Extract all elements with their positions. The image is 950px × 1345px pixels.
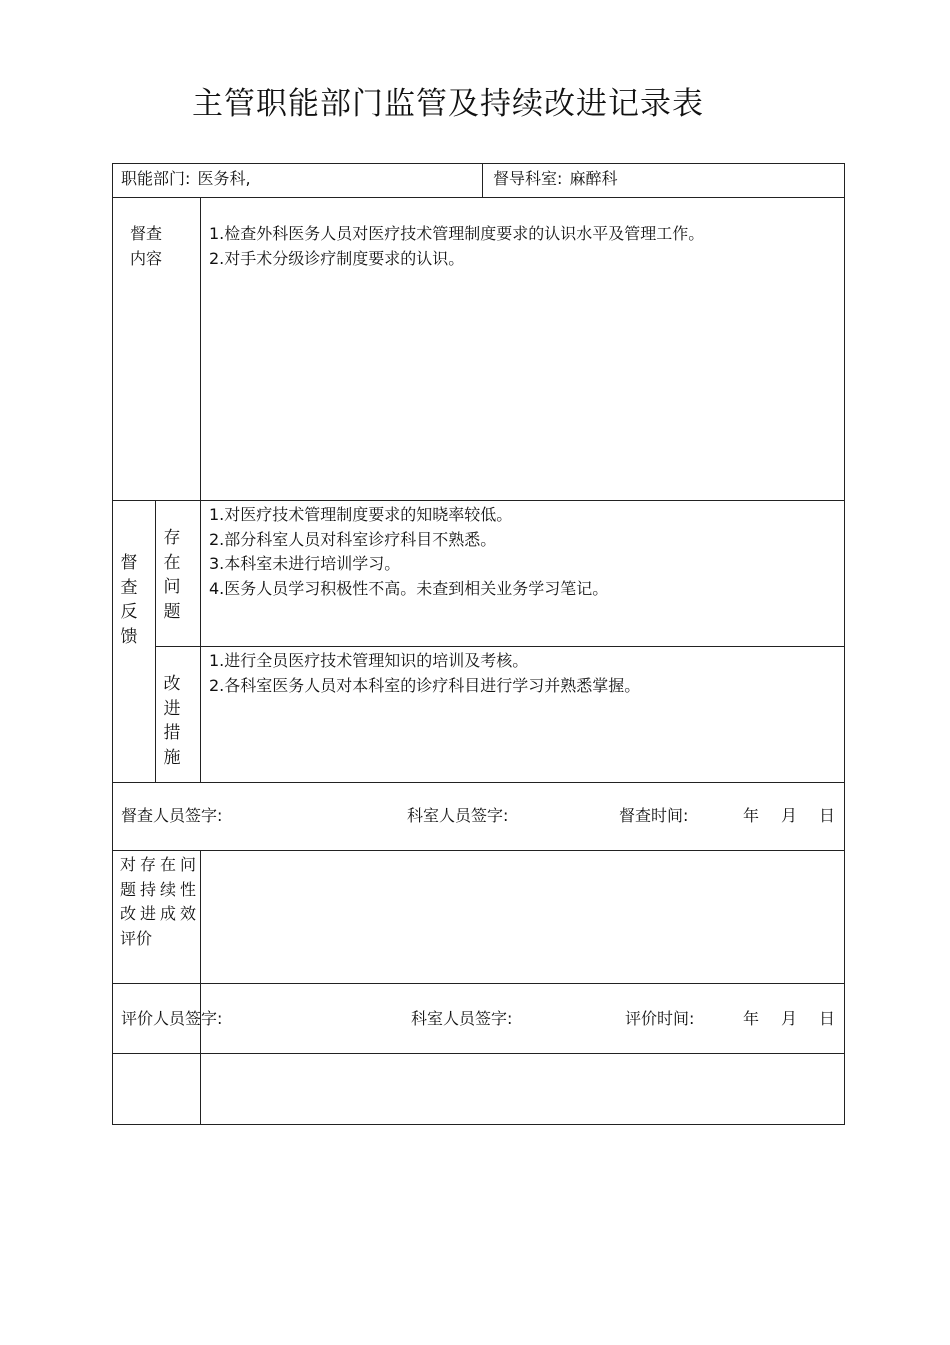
column-divider <box>200 850 201 984</box>
row-divider <box>112 1053 845 1054</box>
year-label: 年 <box>743 806 760 825</box>
month-label: 月 <box>781 806 798 825</box>
inspection-time-label: 督查时间: <box>619 806 689 825</box>
border-top <box>112 163 845 164</box>
inspection-items: 1.检查外科医务人员对医疗技术管理制度要求的认识水平及管理工作。 2.对手术分级诊疗制度要求的认识。 <box>209 224 705 268</box>
column-divider <box>155 500 156 783</box>
row-divider <box>112 197 845 198</box>
feedback-label: 督 查 反 馈 <box>120 553 138 648</box>
dept-staff-signature-label-2: 科室人员签字: <box>411 1009 513 1028</box>
evaluator-signature-label: 评价人员签字: <box>121 1009 223 1028</box>
dept-staff-signature-label: 科室人员签字: <box>407 806 509 825</box>
year-label-2: 年 <box>743 1009 760 1028</box>
column-divider <box>482 163 483 198</box>
day-label: 日 <box>819 806 836 825</box>
day-label-2: 日 <box>819 1009 836 1028</box>
supervised-dept-label: 督导科室: <box>493 169 563 188</box>
evaluation-time-label: 评价时间: <box>625 1009 695 1028</box>
record-form <box>112 163 845 1125</box>
problems-label: 存 在 问 题 <box>163 528 181 623</box>
column-divider <box>200 983 201 1125</box>
department-value: 医务科, <box>197 169 251 188</box>
row-divider <box>112 983 845 984</box>
department-label: 职能部门: <box>121 169 191 188</box>
border-bottom <box>112 1124 845 1125</box>
row-divider <box>112 500 845 501</box>
problems-items: 1.对医疗技术管理制度要求的知晓率较低。 2.部分科室人员对科室诊疗科目不熟悉。 3.本科室未进行培训学习。 4.医务人员学习积极性不高。未查到相关业务学习笔记。 <box>209 505 609 599</box>
column-divider <box>200 197 201 783</box>
row-divider <box>112 850 845 851</box>
month-label-2: 月 <box>781 1009 798 1028</box>
inspection-label: 督查 内容 <box>130 224 163 268</box>
measures-label: 改 进 措 施 <box>163 674 181 769</box>
border-right <box>844 163 845 1125</box>
row-divider <box>112 782 845 783</box>
measures-items: 1.进行全员医疗技术管理知识的培训及考核。 2.各科室医务人员对本科室的诊疗科目进行学习并熟悉掌握。 <box>209 651 641 695</box>
page-title: 主管职能部门监管及持续改进记录表 <box>192 86 704 122</box>
row-divider <box>155 646 845 647</box>
supervised-dept-value: 麻醉科 <box>569 169 618 188</box>
header-department <box>121 167 251 191</box>
header-supervised <box>493 167 618 191</box>
border-left <box>112 163 113 1125</box>
evaluation-label: 对存在问题持续性改进成效评价 <box>120 855 196 948</box>
inspector-signature-label: 督查人员签字: <box>121 806 223 825</box>
